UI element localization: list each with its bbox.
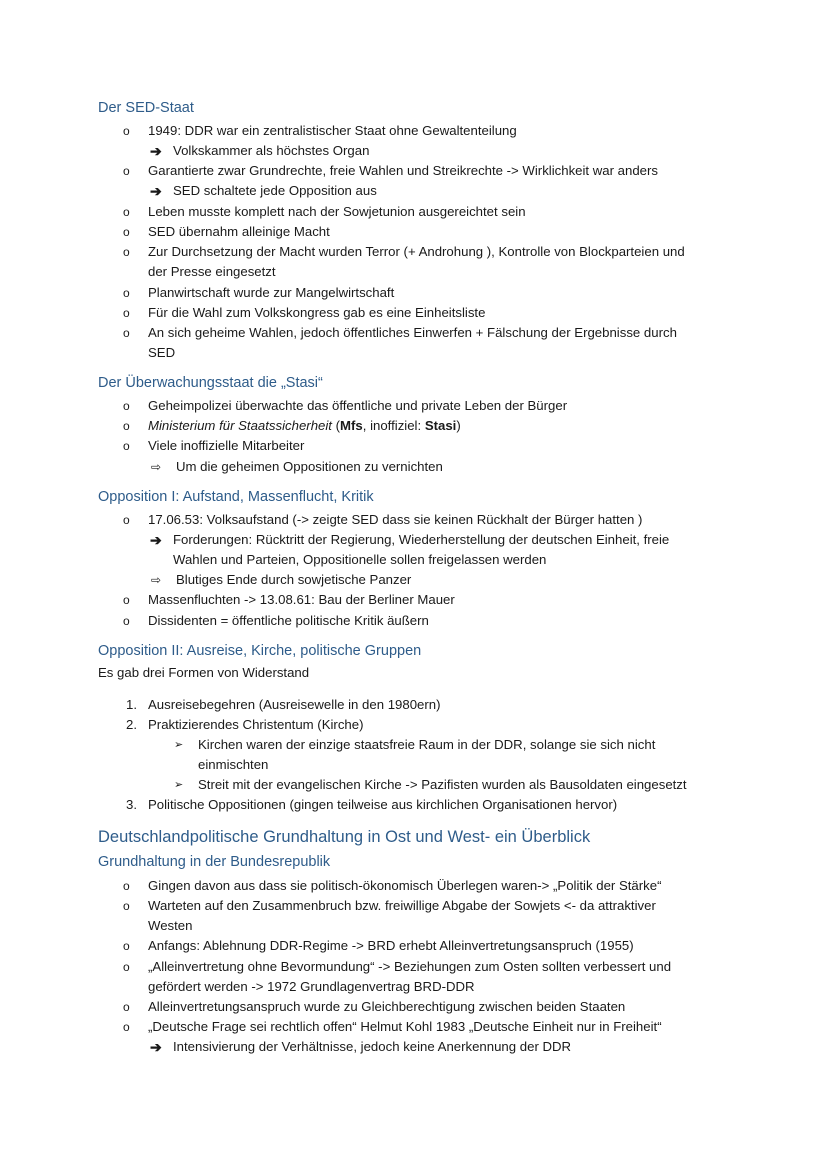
bullet-triangle: ➢ [174, 739, 184, 751]
list-item: Für die Wahl zum Volkskongress gab es eine Einheitsliste [148, 305, 486, 320]
list-item-continuation: Westen [148, 918, 193, 933]
list-item: Massenfluchten -> 13.08.61: Bau der Berliner Mauer [148, 592, 455, 607]
list-number: 2. [126, 717, 137, 732]
bold-term: Mfs [340, 418, 363, 433]
bullet-circle: o [123, 124, 130, 138]
bullet-arrow: ➔ [150, 532, 162, 548]
list-item: Intensivierung der Verhältnisse, jedoch keine Anerkennung der DDR [173, 1039, 572, 1054]
text-fragment: ( [331, 418, 341, 433]
bullet-circle: o [123, 306, 130, 320]
list-item: SED übernahm alleinige Macht [148, 224, 330, 239]
section-heading-opposition-1: Opposition I: Aufstand, Massenflucht, Kritik [98, 489, 374, 505]
section-heading-sed-staat: Der SED-Staat [98, 100, 194, 116]
bold-term: Stasi [424, 418, 457, 433]
list-item: Blutiges Ende durch sowjetische Panzer [176, 572, 412, 587]
list-item: Um die geheimen Oppositionen zu vernichten [176, 459, 443, 474]
list-number: 1. [126, 697, 137, 712]
bullet-circle: o [123, 939, 130, 953]
list-item: Zur Durchsetzung der Macht wurden Terror (+ Androhung ), Kontrolle von Blockparteien und [148, 244, 685, 259]
list-item: Warteten auf den Zusammenbruch bzw. freiwillige Abgabe der Sowjets <- da attraktiver [148, 898, 656, 913]
bullet-circle: o [123, 899, 130, 913]
bullet-circle: o [123, 513, 130, 527]
bullet-arrow: ➔ [150, 183, 162, 199]
list-item: Geheimpolizei überwachte das öffentliche und private Leben der Bürger [148, 398, 568, 413]
bullet-circle: o [123, 286, 130, 300]
list-item: Volkskammer als höchstes Organ [173, 143, 370, 158]
bullet-circle: o [123, 225, 130, 239]
bullet-circle: o [123, 326, 130, 340]
bullet-hollow-arrow: ⇨ [151, 460, 162, 474]
list-item: Planwirtschaft wurde zur Mangelwirtschaft [148, 285, 395, 300]
list-item: „Alleinvertretung ohne Bevormundung“ -> Beziehungen zum Osten sollten verbessert und [148, 959, 672, 974]
list-item: Streit mit der evangelischen Kirche -> Pazifisten wurden als Bausoldaten eingesetzt [198, 777, 687, 792]
list-item [148, 418, 461, 434]
subsection-heading-bundesrepublik: Grundhaltung in der Bundesrepublik [98, 854, 331, 870]
list-number: 3. [126, 797, 137, 812]
list-item: Garantierte zwar Grundrechte, freie Wahlen und Streikrechte -> Wirklichkeit war anders [148, 163, 658, 178]
bullet-circle: o [123, 205, 130, 219]
bullet-circle: o [123, 614, 130, 628]
list-item: Politische Oppositionen (gingen teilweise aus kirchlichen Organisationen hervor) [148, 797, 618, 812]
list-item-continuation: einmischten [198, 757, 269, 772]
list-item: Viele inoffizielle Mitarbeiter [148, 438, 305, 453]
bullet-circle: o [123, 399, 130, 413]
bullet-circle: o [123, 1020, 130, 1034]
italic-term: Ministerium für Staatssicherheit [148, 418, 332, 433]
list-item: Praktizierendes Christentum (Kirche) [148, 717, 364, 732]
bullet-circle: o [123, 1000, 130, 1014]
list-item: Kirchen waren der einzige staatsfreie Raum in der DDR, solange sie sich nicht [198, 737, 656, 752]
list-item: Alleinvertretungsanspruch wurde zu Gleichberechtigung zwischen beiden Staaten [148, 999, 626, 1014]
list-item: Gingen davon aus dass sie politisch-ökonomisch Überlegen waren-> „Politik der Stärke“ [148, 878, 662, 893]
bullet-triangle: ➢ [174, 779, 184, 791]
list-item: SED schaltete jede Opposition aus [173, 183, 377, 198]
bullet-circle: o [123, 419, 130, 433]
bullet-circle: o [123, 593, 130, 607]
section-heading-opposition-2: Opposition II: Ausreise, Kirche, politische Gruppen [98, 643, 422, 659]
list-item: Leben musste komplett nach der Sowjetunion ausgereichtet sein [148, 204, 526, 219]
text-fragment: ) [456, 418, 461, 433]
list-item-continuation: Wahlen und Parteien, Oppositionelle sollen freigelassen werden [173, 552, 547, 567]
bullet-circle: o [123, 960, 130, 974]
bullet-arrow: ➔ [150, 143, 162, 159]
list-item: „Deutsche Frage sei rechtlich offen“ Helmut Kohl 1983 „Deutsche Einheit nur in Freiheit“ [148, 1019, 662, 1034]
list-item-continuation: gefördert werden -> 1972 Grundlagenvertrag BRD-DDR [148, 979, 475, 994]
list-item-continuation: SED [148, 345, 176, 360]
bullet-arrow: ➔ [150, 1039, 162, 1055]
text-fragment: , inoffiziel: [362, 418, 425, 433]
bullet-circle: o [123, 439, 130, 453]
bullet-circle: o [123, 164, 130, 178]
list-item: 1949: DDR war ein zentralistischer Staat ohne Gewaltenteilung [148, 123, 517, 138]
bullet-hollow-arrow: ⇨ [151, 573, 162, 587]
list-item: 17.06.53: Volksaufstand (-> zeigte SED dass sie keinen Rückhalt der Bürger hatten ) [148, 512, 643, 527]
section-heading-grundhaltung: Deutschlandpolitische Grundhaltung in Ost und West- ein Überblick [98, 828, 591, 846]
paragraph: Es gab drei Formen von Widerstand [98, 665, 310, 680]
bullet-circle: o [123, 245, 130, 259]
list-item: Dissidenten = öffentliche politische Kritik äußern [148, 613, 429, 628]
list-item: An sich geheime Wahlen, jedoch öffentliches Einwerfen + Fälschung der Ergebnisse durch [148, 325, 677, 340]
bullet-circle: o [123, 879, 130, 893]
section-heading-stasi: Der Überwachungsstaat die „Stasi“ [98, 375, 323, 391]
list-item-continuation: der Presse eingesetzt [148, 264, 276, 279]
list-item: Forderungen: Rücktritt der Regierung, Wiederherstellung der deutschen Einheit, freie [173, 532, 670, 547]
list-item: Anfangs: Ablehnung DDR-Regime -> BRD erhebt Alleinvertretungsanspruch (1955) [148, 938, 634, 953]
list-item: Ausreisebegehren (Ausreisewelle in den 1980ern) [148, 697, 441, 712]
